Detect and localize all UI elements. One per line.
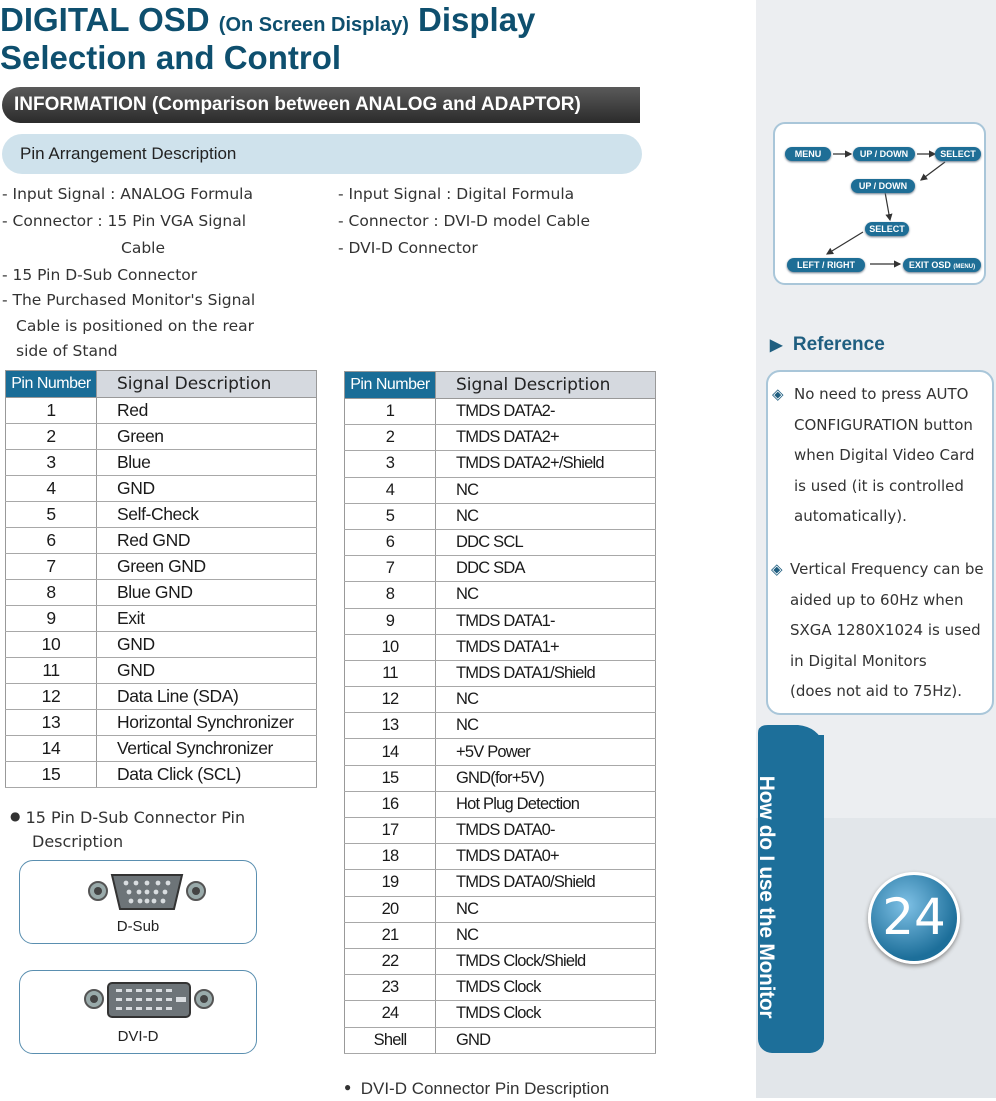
analog-note: Cable is positioned on the rear: [16, 317, 254, 335]
analog-note: - The Purchased Monitor's Signal: [2, 291, 256, 309]
pin-number-cell: 7: [345, 556, 436, 582]
table-row: [6, 476, 317, 502]
digital-note: - Connector : DVI-D model Cable: [338, 212, 591, 230]
table-row: [6, 398, 317, 424]
analog-note: - 15 Pin D-Sub Connector: [2, 266, 198, 284]
table-row: [345, 529, 656, 555]
pin-number-cell: 8: [6, 580, 97, 606]
table-row: [6, 450, 317, 476]
select-pill: SELECT: [935, 147, 981, 161]
pin-number-cell: 4: [6, 476, 97, 502]
signal-description-cell: NC: [436, 503, 656, 529]
table-row: [345, 791, 656, 817]
signal-description-cell: Self-Check: [97, 502, 317, 528]
pin-number-cell: 7: [6, 554, 97, 580]
pin-number-cell: 1: [345, 399, 436, 425]
table-row: [6, 632, 317, 658]
table-row: [6, 658, 317, 684]
table-row: [6, 580, 317, 606]
pin-number-cell: 23: [345, 975, 436, 1001]
digital-note: - Input Signal : Digital Formula: [338, 185, 575, 203]
pin-number-cell: 20: [345, 896, 436, 922]
up-down-pill: UP / DOWN: [851, 179, 915, 193]
table-row: [6, 684, 317, 710]
page-number-badge: [868, 872, 960, 964]
pin-number-cell: 16: [345, 791, 436, 817]
dvid-label: DVI-D: [117, 1028, 159, 1045]
table-row: [345, 687, 656, 713]
table-row: [6, 528, 317, 554]
reference-box: [766, 370, 994, 715]
pin-number-cell: 15: [345, 765, 436, 791]
table-row: [345, 739, 656, 765]
signal-description-cell: TMDS DATA0+: [436, 844, 656, 870]
up-down-pill: UP / DOWN: [853, 147, 915, 161]
signal-description-cell: NC: [436, 922, 656, 948]
table-row: [345, 765, 656, 791]
signal-description-cell: Blue: [97, 450, 317, 476]
pin-number-cell: 11: [345, 660, 436, 686]
diamond-bullet-icon: ◈: [772, 385, 784, 403]
pin-number-cell: 14: [6, 736, 97, 762]
signal-description-header: Signal Description: [436, 372, 656, 399]
pin-number-cell: 24: [345, 1001, 436, 1027]
table-row: [345, 1027, 656, 1053]
pin-number-header: Pin Number: [6, 371, 97, 398]
table-row: [345, 556, 656, 582]
reference-note-frequency: ◈ Vertical Frequency can be aided up to 60Hz when SXGA 1280X1024 is used in Digital Monitors (does not aid to 75Hz).: [790, 554, 984, 707]
table-row: [345, 896, 656, 922]
signal-description-cell: Red GND: [97, 528, 317, 554]
signal-description-cell: Data Line (SDA): [97, 684, 317, 710]
exit-osd-pill: EXIT OSD (MENU): [903, 258, 981, 272]
signal-description-cell: GND: [97, 658, 317, 684]
analog-note: - Connector : 15 Pin VGA Signal: [2, 212, 247, 230]
digital-note: - DVI-D Connector: [338, 239, 478, 257]
pin-number-cell: 8: [345, 582, 436, 608]
pin-number-cell: 17: [345, 818, 436, 844]
signal-description-cell: NC: [436, 896, 656, 922]
dsub-connector-icon: [20, 865, 258, 925]
table-row: [345, 399, 656, 425]
signal-description-cell: NC: [436, 582, 656, 608]
table-row: [345, 582, 656, 608]
pin-number-cell: 9: [6, 606, 97, 632]
signal-description-cell: TMDS Clock: [436, 975, 656, 1001]
signal-description-cell: TMDS DATA0/Shield: [436, 870, 656, 896]
pin-number-cell: 13: [6, 710, 97, 736]
signal-description-cell: GND: [436, 1027, 656, 1053]
analog-note: Cable: [121, 239, 166, 257]
pin-number-cell: 13: [345, 713, 436, 739]
triangle-right-icon: ▶: [770, 337, 783, 354]
table-row: [345, 1001, 656, 1027]
signal-description-cell: GND: [97, 632, 317, 658]
pin-number-cell: 5: [345, 503, 436, 529]
pin-number-cell: 10: [6, 632, 97, 658]
table-row: [345, 818, 656, 844]
menu-button-pill: MENU: [785, 147, 831, 161]
pin-number-cell: Shell: [345, 1027, 436, 1053]
analog-note: side of Stand: [16, 342, 118, 360]
signal-description-cell: +5V Power: [436, 739, 656, 765]
dvid-connector-icon: [20, 975, 258, 1035]
pin-number-cell: 2: [6, 424, 97, 450]
table-row: [345, 608, 656, 634]
table-row: [345, 660, 656, 686]
signal-description-cell: Horizontal Synchronizer: [97, 710, 317, 736]
signal-description-cell: TMDS DATA2+/Shield: [436, 451, 656, 477]
signal-description-cell: TMDS DATA2-: [436, 399, 656, 425]
pin-number-cell: 19: [345, 870, 436, 896]
table-row: [345, 922, 656, 948]
dsub-caption: ● 15 Pin D-Sub Connector Pin Description: [10, 808, 246, 851]
pin-number-cell: 11: [6, 658, 97, 684]
dsub-pin-table: [5, 370, 317, 788]
dvid-connector-box: [19, 970, 257, 1054]
pin-number-cell: 2: [345, 425, 436, 451]
signal-description-cell: TMDS DATA2+: [436, 425, 656, 451]
pin-number-cell: 12: [6, 684, 97, 710]
information-heading-bar: INFORMATION (Comparison between ANALOG and ADAPTOR): [2, 87, 640, 123]
reference-heading: ▶ Reference: [770, 334, 885, 355]
table-row: [345, 634, 656, 660]
pin-number-cell: 9: [345, 608, 436, 634]
signal-description-cell: Blue GND: [97, 580, 317, 606]
dsub-label: D-Sub: [116, 918, 160, 935]
table-row: [345, 713, 656, 739]
signal-description-cell: TMDS DATA1/Shield: [436, 660, 656, 686]
left-right-pill: LEFT / RIGHT: [787, 258, 865, 272]
table-row: [6, 710, 317, 736]
signal-description-cell: Vertical Synchronizer: [97, 736, 317, 762]
signal-description-cell: DDC SCL: [436, 529, 656, 555]
pin-number-cell: 12: [345, 687, 436, 713]
signal-description-cell: TMDS DATA1+: [436, 634, 656, 660]
page-title-line2: Selection and Control: [0, 39, 342, 76]
pin-number-cell: 22: [345, 948, 436, 974]
pin-number-cell: 3: [345, 451, 436, 477]
chapter-title: How do I use the Monitor: [755, 775, 778, 1019]
pin-number-cell: 1: [6, 398, 97, 424]
signal-description-cell: NC: [436, 687, 656, 713]
table-row: [6, 424, 317, 450]
menu-flow-diagram: [773, 122, 986, 285]
table-row: [6, 606, 317, 632]
table-row: [345, 975, 656, 1001]
analog-note: - Input Signal : ANALOG Formula: [2, 185, 253, 203]
pin-number-cell: 18: [345, 844, 436, 870]
signal-description-cell: Green: [97, 424, 317, 450]
signal-description-cell: DDC SDA: [436, 556, 656, 582]
table-row: [345, 870, 656, 896]
signal-description-cell: Red: [97, 398, 317, 424]
table-row: [345, 844, 656, 870]
signal-description-cell: Exit: [97, 606, 317, 632]
pin-number-cell: 21: [345, 922, 436, 948]
page-number: 24: [882, 888, 946, 946]
pin-number-cell: 3: [6, 450, 97, 476]
dvid-caption: ● DVI-D Connector Pin Description: [344, 1079, 610, 1098]
signal-description-cell: Data Click (SCL): [97, 762, 317, 788]
dsub-connector-box: [19, 860, 257, 944]
pin-number-cell: 15: [6, 762, 97, 788]
table-row: [345, 503, 656, 529]
pin-number-header: Pin Number: [345, 372, 436, 399]
pin-number-cell: 10: [345, 634, 436, 660]
table-row: [345, 425, 656, 451]
signal-description-cell: GND(for+5V): [436, 765, 656, 791]
table-row: [6, 502, 317, 528]
reference-note-auto-config: ◈ No need to press AUTO CONFIGURATION button when Digital Video Card is used (it is controlled automatically).: [794, 379, 975, 532]
pin-number-cell: 5: [6, 502, 97, 528]
signal-description-cell: TMDS Clock: [436, 1001, 656, 1027]
signal-description-cell: Hot Plug Detection: [436, 791, 656, 817]
table-row: [6, 736, 317, 762]
signal-description-cell: TMDS Clock/Shield: [436, 948, 656, 974]
signal-description-cell: NC: [436, 713, 656, 739]
table-row: [345, 477, 656, 503]
table-row: [345, 948, 656, 974]
signal-description-cell: NC: [436, 477, 656, 503]
signal-description-cell: TMDS DATA0-: [436, 818, 656, 844]
pin-number-cell: 14: [345, 739, 436, 765]
table-row: [6, 762, 317, 788]
pin-number-cell: 4: [345, 477, 436, 503]
signal-description-cell: GND: [97, 476, 317, 502]
table-row: [345, 451, 656, 477]
select-pill: SELECT: [865, 222, 909, 236]
signal-description-header: Signal Description: [97, 371, 317, 398]
signal-description-cell: Green GND: [97, 554, 317, 580]
pin-number-cell: 6: [345, 529, 436, 555]
page-title-line1: DIGITAL OSD (On Screen Display) Display: [0, 1, 536, 38]
signal-description-cell: TMDS DATA1-: [436, 608, 656, 634]
table-row: [6, 554, 317, 580]
diamond-bullet-icon: ◈: [771, 560, 783, 578]
dvid-pin-table: [344, 371, 656, 1054]
pin-number-cell: 6: [6, 528, 97, 554]
pin-arrangement-bar: Pin Arrangement Description: [2, 134, 642, 174]
